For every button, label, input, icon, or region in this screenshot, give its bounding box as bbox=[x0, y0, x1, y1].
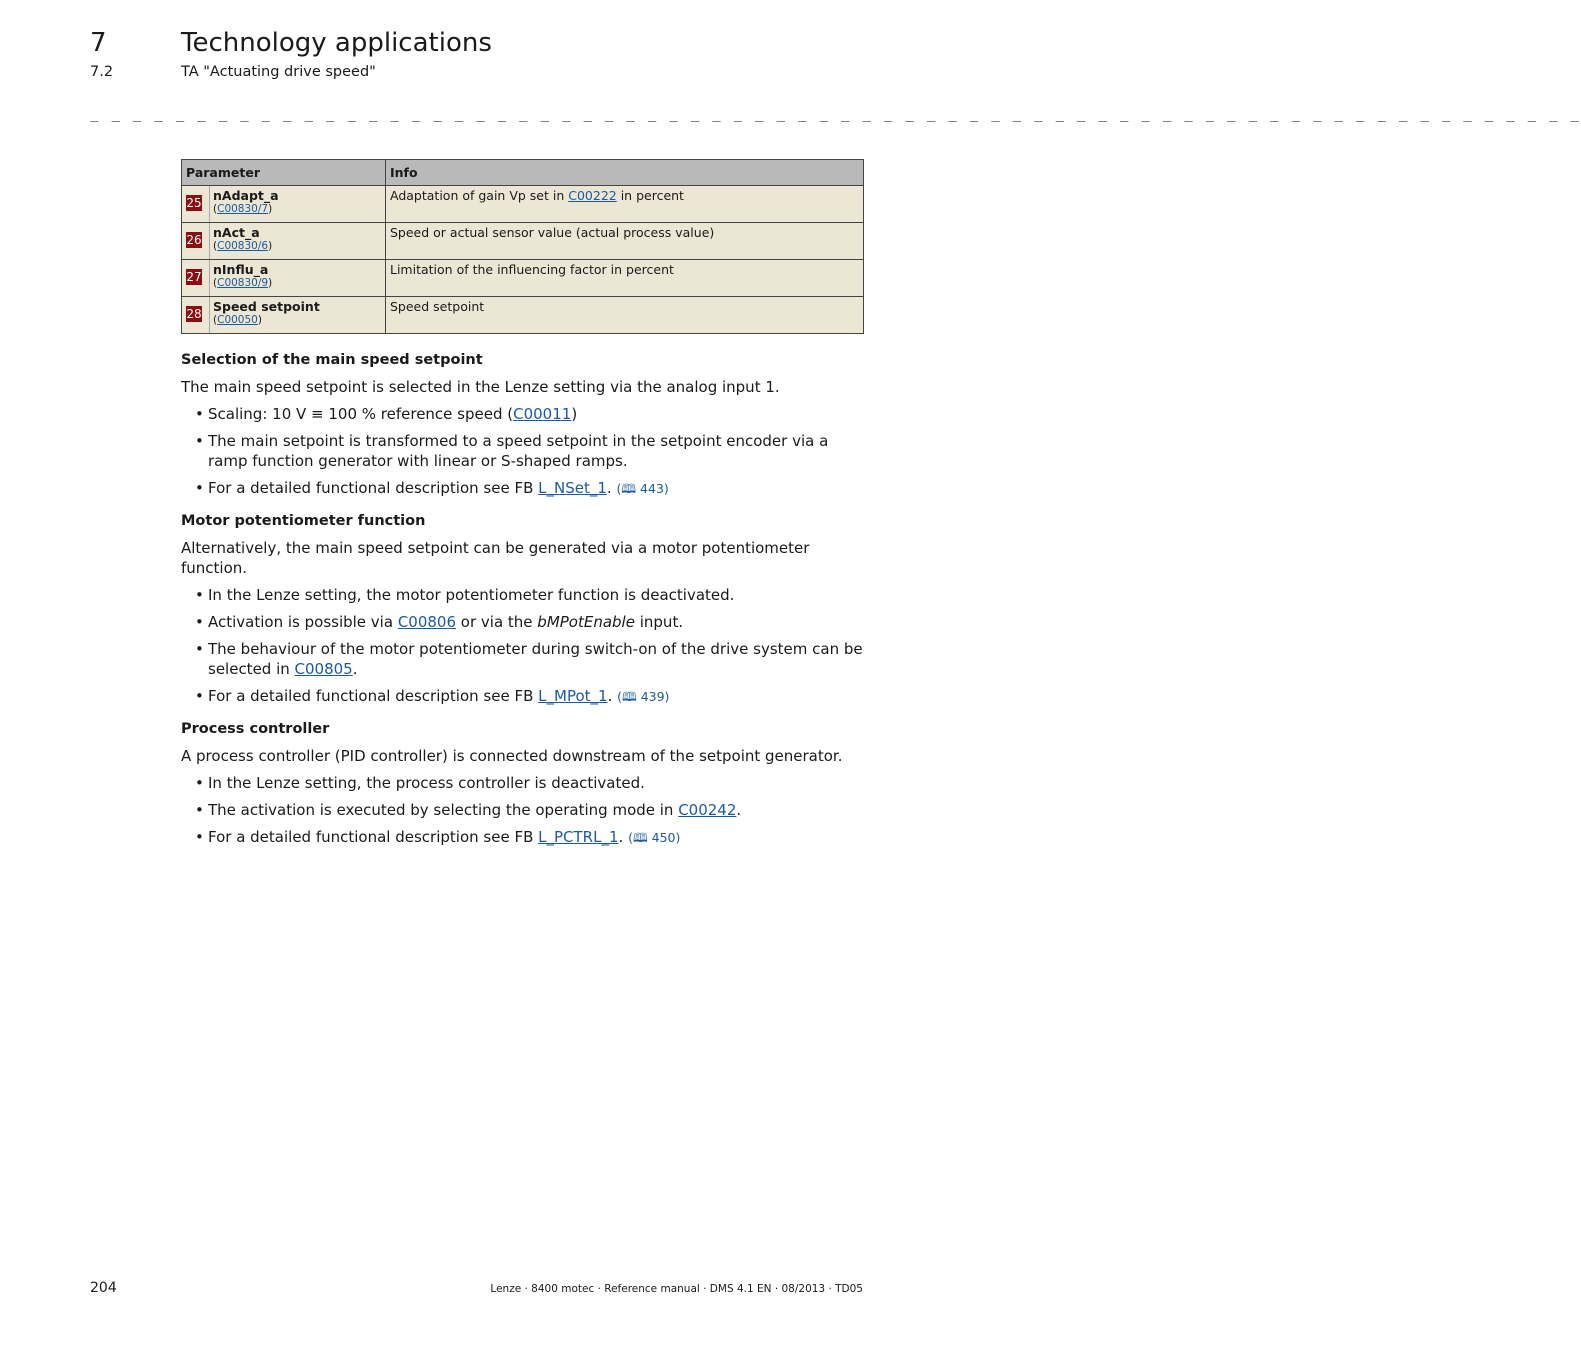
list-item bbox=[181, 478, 866, 499]
list-item bbox=[181, 800, 866, 820]
section-intro: The main speed setpoint is selected in the Lenze setting via the analog input 1. bbox=[181, 378, 780, 396]
bullet-list bbox=[181, 585, 866, 707]
parameter-code-link[interactable]: C00830/6 bbox=[217, 240, 269, 252]
list-item bbox=[181, 773, 866, 793]
list-item bbox=[181, 639, 866, 679]
parameter-cell bbox=[210, 223, 386, 260]
parameter-code-link[interactable]: C00830/7 bbox=[217, 203, 269, 215]
section-intro: A process controller (PID controller) is connected downstream of the setpoint generator. bbox=[181, 747, 843, 765]
chapter-title: Technology applications bbox=[181, 28, 492, 58]
bullet-text: Activation is possible via bbox=[208, 613, 398, 631]
parameter-code: (C00050) bbox=[213, 314, 262, 326]
bullet-icon: • bbox=[195, 774, 204, 792]
section-intro: Alternatively, the main speed setpoint can be generated via a motor potentiometer function. bbox=[181, 539, 810, 577]
table-row bbox=[182, 260, 864, 297]
code-link[interactable]: C00242 bbox=[678, 801, 737, 819]
parameter-name: Speed setpoint bbox=[213, 299, 320, 314]
signal-name: bMPotEnable bbox=[537, 613, 635, 631]
section-heading: Process controller bbox=[181, 721, 330, 737]
bullet-text-suffix: . bbox=[607, 687, 618, 705]
bullet-icon: • bbox=[195, 801, 204, 819]
page-reference-link[interactable]: (🕮 443) bbox=[616, 481, 669, 496]
function-block-link[interactable]: L_PCTRL_1 bbox=[538, 828, 619, 846]
parameter-code: (C00830/7) bbox=[213, 203, 273, 215]
parameter-cell bbox=[210, 297, 386, 334]
bullet-text: The activation is executed by selecting the operating mode in bbox=[208, 801, 679, 819]
row-number-cell bbox=[182, 223, 210, 260]
bullet-text-suffix: . bbox=[352, 660, 358, 678]
parameter-cell bbox=[210, 186, 386, 223]
parameter-cell bbox=[210, 260, 386, 297]
info-text-suffix: in percent bbox=[616, 188, 684, 203]
list-item bbox=[181, 404, 866, 424]
bullet-icon: • bbox=[195, 640, 204, 658]
info-text: Adaptation of gain Vp set in bbox=[390, 188, 569, 203]
row-number-cell bbox=[182, 297, 210, 334]
info-link[interactable]: C00222 bbox=[568, 188, 617, 203]
table-header-row bbox=[182, 160, 864, 186]
bullet-text: The main setpoint is transformed to a speed setpoint in the setpoint encoder via a ramp function generator with linear or S-shaped ramps. bbox=[208, 432, 829, 470]
bullet-icon: • bbox=[195, 828, 204, 846]
row-number-badge: 27 bbox=[186, 270, 202, 284]
page-number: 204 bbox=[90, 1280, 117, 1296]
page-reference-link[interactable]: (🕮 450) bbox=[628, 830, 681, 845]
bullet-icon: • bbox=[195, 687, 204, 705]
row-number-badge: 25 bbox=[186, 196, 202, 210]
list-item bbox=[181, 686, 866, 707]
chapter-number: 7 bbox=[90, 28, 107, 58]
table-row bbox=[182, 297, 864, 334]
row-number-badge: 28 bbox=[186, 307, 202, 321]
parameter-table bbox=[181, 159, 864, 334]
code-link[interactable]: C00805 bbox=[294, 660, 353, 678]
function-block-link[interactable]: L_MPot_1 bbox=[538, 687, 608, 705]
bullet-text-suffix: . bbox=[618, 828, 629, 846]
bullet-text-end: input. bbox=[634, 613, 684, 631]
bullet-text: In the Lenze setting, the process controller is deactivated. bbox=[208, 774, 645, 792]
section-heading: Motor potentiometer function bbox=[181, 513, 426, 529]
section-title: TA "Actuating drive speed" bbox=[181, 64, 376, 80]
info-cell bbox=[386, 223, 864, 260]
list-item bbox=[181, 585, 866, 605]
column-header-parameter: Parameter bbox=[182, 160, 386, 186]
function-block-link[interactable]: L_NSet_1 bbox=[538, 479, 607, 497]
bullet-icon: • bbox=[195, 613, 204, 631]
info-cell bbox=[386, 297, 864, 334]
bullet-text: For a detailed functional description see FB bbox=[208, 479, 539, 497]
bullet-text: For a detailed functional description see FB bbox=[208, 828, 539, 846]
info-cell bbox=[386, 260, 864, 297]
section-number: 7.2 bbox=[90, 64, 114, 80]
document-info: Lenze · 8400 motec · Reference manual · DMS 4.1 EN · 08/2013 · TD05 bbox=[490, 1283, 863, 1295]
bullet-text: Scaling: 10 V ≡ 100 % reference speed ( bbox=[208, 405, 514, 423]
body-content bbox=[181, 350, 866, 860]
bullet-icon: • bbox=[195, 586, 204, 604]
page-reference-link[interactable]: (🕮 439) bbox=[617, 689, 670, 704]
code-link[interactable]: C00011 bbox=[513, 405, 572, 423]
list-item bbox=[181, 431, 866, 471]
parameter-code: (C00830/6) bbox=[213, 240, 273, 252]
bullet-text-suffix: . bbox=[606, 479, 617, 497]
header-rule: _ _ _ _ _ _ _ _ _ _ _ _ _ _ _ _ _ _ _ _ _ _ _ _ _ _ _ _ _ _ _ _ _ _ _ _ _ _ _ _ _ _ _ _ _ _ _ _ _ _ _ _ _ _ _ _ _ _ _ _ _ _ _ _ _ _ _ _ _ _ bbox=[90, 106, 1581, 122]
code-link[interactable]: C00806 bbox=[397, 613, 457, 631]
bullet-list bbox=[181, 773, 866, 848]
bullet-icon: • bbox=[195, 432, 204, 450]
parameter-name: nInflu_a bbox=[213, 262, 269, 277]
info-cell bbox=[386, 186, 864, 223]
info-text: Speed setpoint bbox=[390, 299, 485, 314]
row-number-cell bbox=[182, 186, 210, 223]
row-number-cell bbox=[182, 260, 210, 297]
parameter-code: (C00830/9) bbox=[213, 277, 273, 289]
bullet-icon: • bbox=[195, 405, 204, 423]
list-item bbox=[181, 612, 866, 632]
bullet-text: For a detailed functional description see FB bbox=[208, 687, 539, 705]
section-heading: Selection of the main speed setpoint bbox=[181, 352, 483, 368]
bullet-text: The behaviour of the motor potentiometer during switch-on of the drive system can be selected in bbox=[208, 640, 863, 678]
table-row bbox=[182, 186, 864, 223]
bullet-text-suffix: ) bbox=[571, 405, 578, 423]
column-header-info: Info bbox=[386, 160, 864, 186]
list-item bbox=[181, 827, 866, 848]
parameter-code-link[interactable]: C00830/9 bbox=[217, 277, 269, 289]
parameter-name: nAct_a bbox=[213, 225, 260, 240]
table-row bbox=[182, 223, 864, 260]
bullet-icon: • bbox=[195, 479, 204, 497]
info-text: Speed or actual sensor value (actual process value) bbox=[390, 225, 715, 240]
bullet-text-suffix: or via the bbox=[456, 613, 538, 631]
parameter-name: nAdapt_a bbox=[213, 188, 279, 203]
row-number-badge: 26 bbox=[186, 233, 202, 247]
parameter-code-link[interactable]: C00050 bbox=[217, 314, 258, 326]
bullet-text-suffix: . bbox=[736, 801, 742, 819]
bullet-text: In the Lenze setting, the motor potentiometer function is deactivated. bbox=[208, 586, 735, 604]
bullet-list bbox=[181, 404, 866, 499]
info-text: Limitation of the influencing factor in percent bbox=[390, 262, 674, 277]
